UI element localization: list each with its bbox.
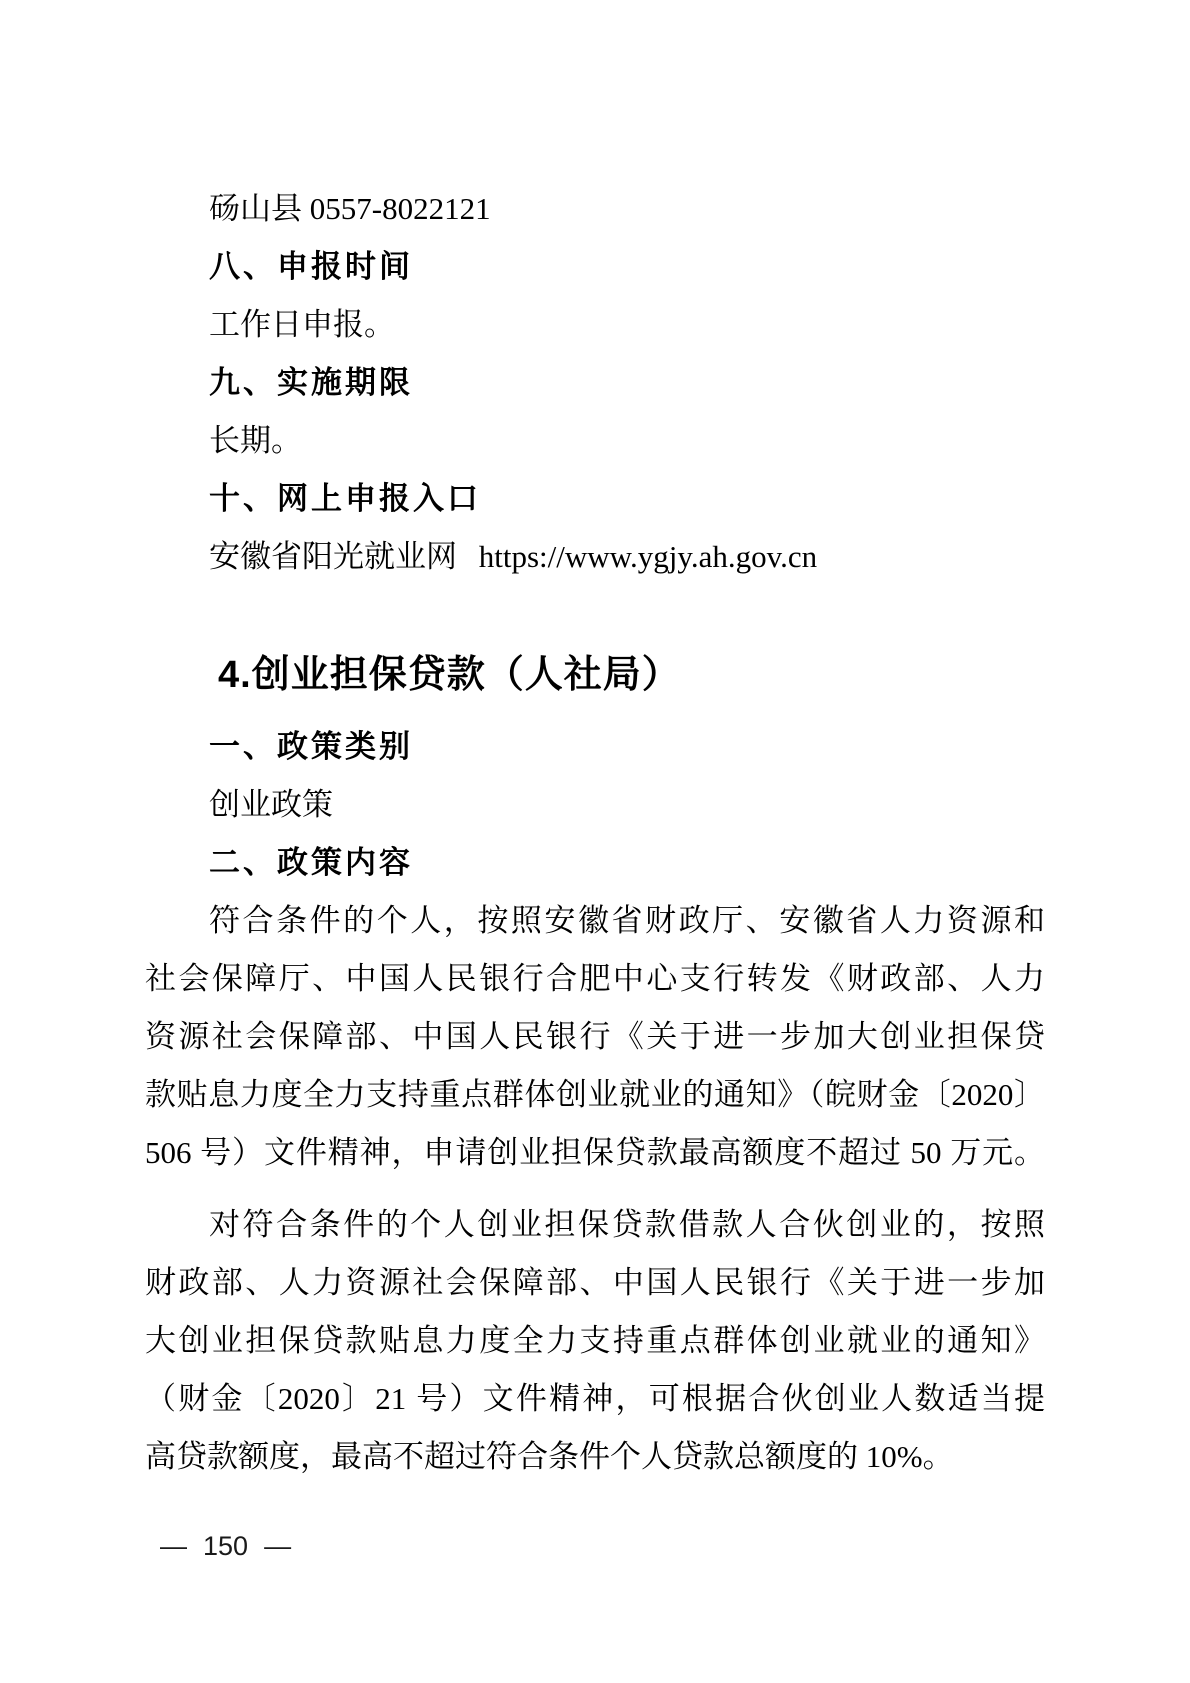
paragraph-line: 社会保障厅、中国人民银行合肥中心支行转发《财政部、人力 [145, 961, 1045, 996]
paragraph-line: 款贴息力度全力支持重点群体创业就业的通知》（皖财金〔2020〕 [145, 1077, 1045, 1112]
page-content [145, 180, 1045, 1486]
footer-dash-right: — [264, 1531, 292, 1561]
page-number: 150 [203, 1531, 249, 1561]
portal-site-name: 安徽省阳光就业网 [209, 539, 457, 574]
policy-category-text: 创业政策 [209, 787, 333, 822]
heading-duration: 九、实施期限 [209, 365, 413, 400]
footer-dash-left: — [160, 1531, 187, 1561]
section-title: 4.创业担保贷款（人社局） [218, 654, 681, 696]
paragraph-line: 大创业担保贷款贴息力度全力支持重点群体创业就业的通知》 [145, 1323, 1045, 1358]
paragraph-line: 符合条件的个人，按照安徽省财政厅、安徽省人力资源和 [209, 903, 1045, 938]
paragraph-line: 506 号）文件精神，申请创业担保贷款最高额度不超过 50 万元。 [145, 1135, 1045, 1170]
paragraph-line: 高贷款额度，最高不超过符合条件个人贷款总额度的 10%。 [145, 1439, 954, 1474]
heading-policy-content: 二、政策内容 [209, 845, 413, 880]
heading-apply-time: 八、申报时间 [209, 249, 413, 284]
heading-portal: 十、网上申报入口 [209, 481, 481, 516]
portal-line [145, 528, 1045, 586]
apply-time-text: 工作日申报。 [209, 307, 395, 342]
paragraph-line: 财政部、人力资源社会保障部、中国人民银行《关于进一步加 [145, 1265, 1045, 1300]
heading-policy-category: 一、政策类别 [209, 729, 413, 764]
page-footer [160, 1531, 291, 1562]
policy-portal-url[interactable]: https://www.ygjy.ah.gov.cn [478, 539, 818, 574]
duration-text: 长期。 [209, 423, 302, 458]
paragraph-line: （财金〔2020〕21 号）文件精神，可根据合伙创业人数适当提 [145, 1381, 1045, 1416]
contact-line: 砀山县 0557-8022121 [209, 191, 491, 226]
paragraph-line: 对符合条件的个人创业担保贷款借款人合伙创业的，按照 [209, 1207, 1045, 1242]
paragraph-line: 资源社会保障部、中国人民银行《关于进一步加大创业担保贷 [145, 1019, 1045, 1054]
